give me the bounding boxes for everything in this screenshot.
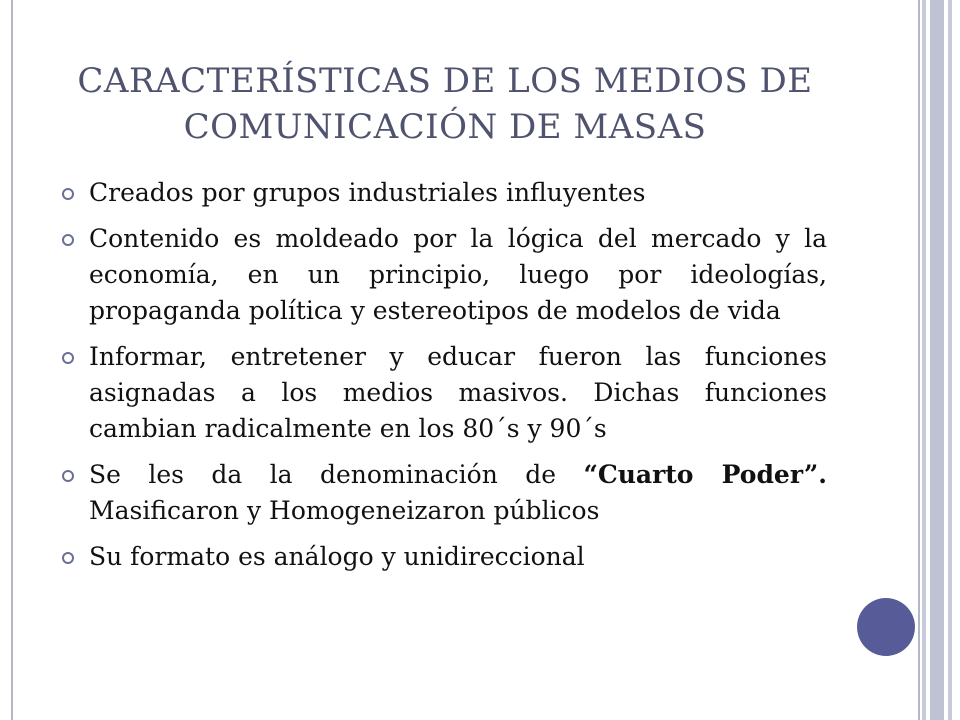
bullet-item <box>57 175 827 211</box>
bullet-item <box>57 221 827 329</box>
bullet-text-after: Masificaron y Homogeneizaron públicos <box>89 496 600 525</box>
bullet-circle-icon <box>61 233 75 247</box>
bullet-text: Creados por grupos industriales influyentes <box>89 178 646 207</box>
bullet-circle-icon <box>61 551 75 565</box>
bullet-item <box>57 339 827 447</box>
bullet-circle-icon <box>61 187 75 201</box>
bullet-item <box>57 539 827 575</box>
slide-title-line-2: COMUNICACIÓN DE MASAS <box>183 107 707 147</box>
decoration-bar <box>922 0 926 720</box>
bullet-text-bold: “Cuarto Poder”. <box>583 460 828 489</box>
bullet-text: Contenido es moldeado por la lógica del mercado y la economía, en un principio, luego por ideologías, propaganda política y estereotipos de modelos de vida <box>89 224 827 325</box>
bullet-text: Informar, entretener y educar fueron las funciones asignadas a los medios masivos. Dichas funciones cambian radicalmente en los 80´s y 90´s <box>89 342 827 443</box>
bullet-text-before: Se les da la denominación de <box>89 460 584 489</box>
accent-circle-decoration <box>857 598 915 656</box>
bullet-text: Su formato es análogo y unidireccional <box>89 542 585 571</box>
bullet-list <box>57 175 827 585</box>
bullet-item <box>57 457 827 529</box>
slide-title-line-1: CARACTERÍSTICAS DE LOS MEDIOS DE <box>77 61 813 101</box>
slide-title <box>40 58 850 150</box>
decoration-bar <box>948 0 952 720</box>
decoration-bar <box>930 0 944 720</box>
bullet-circle-icon <box>61 351 75 365</box>
right-decoration-bars <box>922 0 960 720</box>
bullet-circle-icon <box>61 469 75 483</box>
